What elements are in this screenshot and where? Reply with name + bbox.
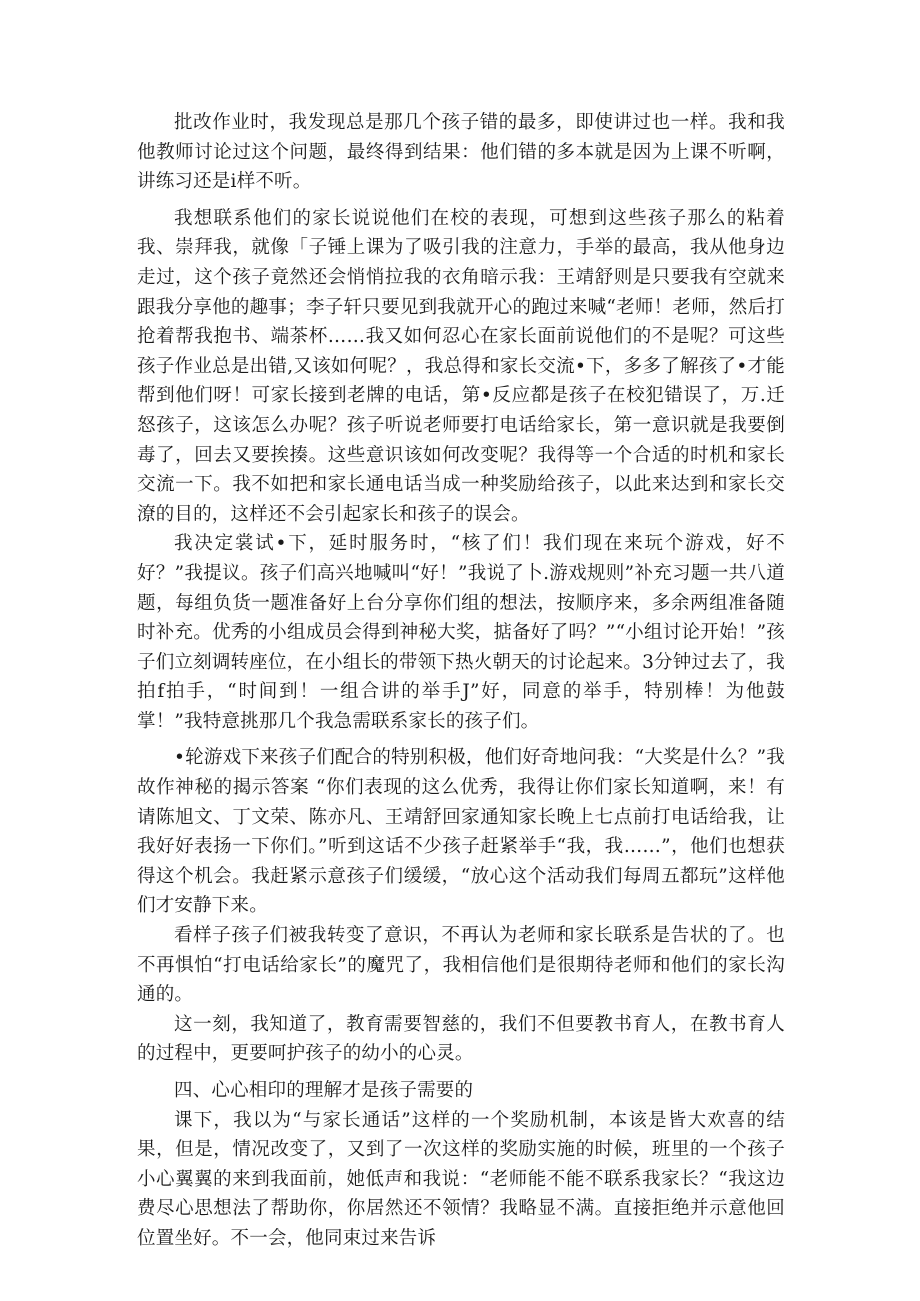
paragraph-5: 看样子孩子们被我转变了意识，不再认为老师和家长联系是告状的了。也不再惧怕“打电话给家长”的魔咒了，我相信他们是很期待老师和他们的家长沟通的。 (137, 925, 785, 1006)
paragraph-7: 课下，我以为“与家长通话”这样的一个奖励机制，本该是皆大欢喜的结果，但是，情况改变了，又到了一次这样的奖励实施的时候，班里的一个孩子小心翼翼的来到我面前，她低声和我说：“老师能不能不联系我家长？“我这边费尽心思想法了帮助你，你居然还不领情？我略显不满。直接拒绝并示意他回位置坐好。不一会，他同束过来告诉 (137, 1109, 785, 1249)
section-heading: 四、心心相印的理解才是孩子需要的 (174, 1080, 474, 1101)
paragraph-4: •轮游戏下来孩子们配合的特别积极，他们好奇地问我：“大奖是什么？”我故作神秘的揭示答案 “你们表现的这么优秀，我得让你们家长知道啊，来！有请陈旭文、丁文荣、陈亦凡、王靖舒回家通知家长晚上七点前打电话给我，让我好好表扬一下你们。”听到这话不少孩子赶紧举手“我，我……”，他们也想获得这个机会。我赶紧示意孩子们缓缓，“放心这个活动我们每周五都玩”这样他们才安静下来。 (137, 747, 785, 917)
paragraph-1: 批改作业时，我发现总是那几个孩子错的最多，即使讲过也一样。我和我他教师讨论过这个问题，最终得到结果：他们错的多本就是因为上课不听啊，讲练习还是i样不听。 (137, 112, 785, 193)
paragraph-3: 我决定裳试•下，延时服务时，“核了们！我们现在来玩个游戏，好不好？”我提议。孩子们高兴地喊叫“好！”我说了卜.游戏规则”补充习题一共八道题，每组负货一题准备好上台分享你们组的想法，按顺序来，多余两组准备随时补充。优秀的小组成员会得到神秘大奖，掂备好了吗？”“小组讨论开始！”孩子们立刻调转座位，在小组长的带领下热火朝天的讨论起来。3分钟过去了，我拍f拍手，“时间到！一组合讲的举手J”好，同意的举手，特别棒！为他鼓掌！”我特意挑那几个我急需联系家长的孩子们。 (137, 533, 785, 732)
document-page (137, 108, 785, 1254)
paragraph-6: 这一刻，我知道了，教育需要智慈的，我们不但要教书育人，在教书育人的过程中，更要呵护孩子的幼小的心灵。 (137, 1013, 785, 1065)
paragraph-2: 我想联系他们的家长说说他们在校的表现，可想到这些孩子那么的粘着我、崇拜我，就像「子锤上课为了吸引我的注意力，手举的最高，我从他身边走过，这个孩子竟然还会悄悄拉我的衣角暗示我：王靖舒则是只要我有空就来跟我分享他的趣事；李子轩只要见到我就开心的跑过来喊“老师！老师，然后打抢着帮我抱书、端茶杯……我又如何忍心在家长面前说他们的不是呢？可这些孩子作业总是出错,又该如何呢？，我总得和家长交流•下，多多了解孩了•才能帮到他们呀！可家长接到老牌的电话，第•反应都是孩子在校犯错误了，万.迁怒孩子，这该怎么办呢？孩子听说老师要打电话给家长，第一意识就是我要倒毒了，回去又要挨揍。这些意识该如何改变呢？我得等一个合适的时机和家长交流一下。我不如把和家长通电话当成一种奖励给孩子，以此来达到和家长交潦的目的，这样还不会引起家长和孩子的误会。 (137, 207, 785, 525)
